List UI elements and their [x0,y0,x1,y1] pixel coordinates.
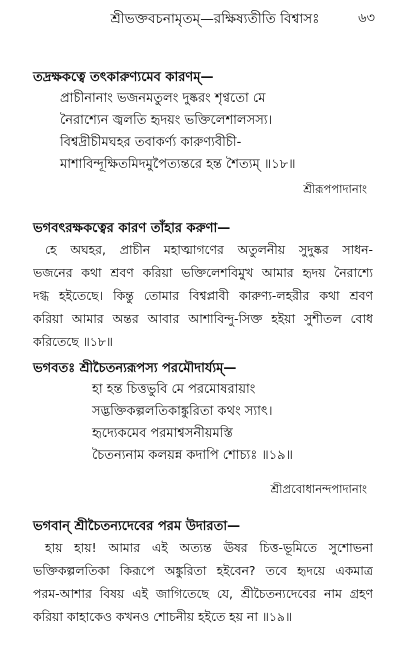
section-2-heading: ভগবৎরক্ষকত্বের কারণ তাঁহার করুণা— [33,221,231,236]
prose-line: হায় হায়! আমার এই অত্যন্ত ঊষর চিত্ত-ভূমিতে সুশোভনা [45,540,373,555]
page-number: ৬৩ [358,11,375,26]
section-4-heading: ভগবান্‌ শ্রীচৈতন্যদেবের পরম উদারতা— [33,519,241,534]
prose-line: দগ্ধ হইতেছে। কিন্তু তোমার বিশ্বপ্লাবী কারুণ্য-লহরীর কথা শ্রবণ [33,288,373,303]
prose-line: করিয়া কাহাকেও কখনও শোচনীয় হইতে হয় না ॥১৯॥ [33,609,292,624]
page-header [0,8,401,30]
prose-line: করিয়া আমার অন্তর আবার আশাবিন্দু-সিক্ত হইয়া সুশীতল বোধ [33,311,373,326]
section-2-prose [33,238,373,353]
section-3-verse [92,379,401,467]
verse-line: বিশ্বদ্রীচীমঘহর তবাকর্ণ্য কারুণ্যবীচী- [60,135,242,150]
prose-line: হে অঘহর, প্রাচীন মহাত্মাগণের অতুলনীয় সুদুষ্কর সাধন- [45,242,373,257]
section-4-prose [33,536,373,628]
prose-line: করিতেছে ॥১৮॥ [33,334,113,349]
verse-line: সদ্ভক্তিকল্পলতিকাঙ্কুরিতা কথং স্যাৎ। [92,404,273,419]
verse-line: মাশাবিন্দূক্ষিতমিদমুপৈত্যন্তরে হন্ত শৈত্যম্‌ ॥১৮॥ [60,157,296,172]
section-1-attribution: শ্রীরূপপাদানাং [303,182,367,196]
section-1-heading: তদ্রক্ষকত্বে তৎকারুণ্যমেব কারণম্‌— [33,70,214,85]
running-title: শ্রীভক্তবচনামৃতম্‌—রক্ষিষ্যতীতি বিশ্বাসঃ [110,11,320,27]
prose-line: পরম-আশার বিষয় এই জাগিতেছে যে, শ্রীচৈতন্যদেবের নাম গ্রহণ [33,586,373,601]
section-1-verse [60,88,400,176]
verse-line: হৃদ্যেকমেব পরমাশ্বসনীয়মস্তি [92,426,233,441]
verse-line: প্রাচীনানাং ভজনমতুলং দুষ্করং শৃণ্বতো মে [60,91,266,106]
prose-line: ভক্তিকল্পলতিকা কিরূপে অঙ্কুরিতা হইবেন? তবে হৃদয়ে একমাত্র [33,563,373,578]
verse-line: হা হন্ত চিত্তভুবি মে পরমোষরায়াং [92,382,256,397]
section-3-heading: ভগবতঃ শ্রীচৈতন্যরূপস্য পরমৌদার্য্যম্‌— [33,361,237,376]
section-3-attribution: শ্রীপ্রবোধানন্দপাদানাং [270,482,367,496]
verse-line: নৈরাশ্যেন জ্বলতি হৃদয়ং ভক্তিলেশালসস্য। [60,113,273,128]
verse-line: চৈতন্যনাম কলয়ন্ন কদাপি শোচ্যঃ ॥১৯॥ [92,448,293,463]
prose-line: ভজনের কথা শ্রবণ করিয়া ভক্তিলেশবিমুখ আমার হৃদয় নৈরাশ্যে [33,265,373,280]
